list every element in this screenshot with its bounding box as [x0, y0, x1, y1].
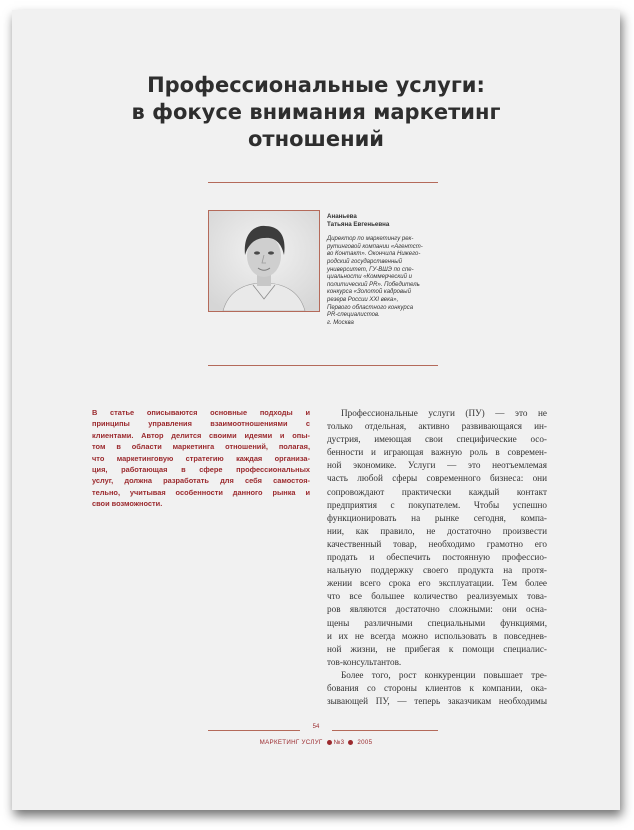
author-bio-line: Первого областного конкурса — [327, 304, 414, 311]
body-line: ной экономике. Услуги — это неотъемлемая — [327, 460, 547, 471]
abstract-line: том в области маркетинга отношений, полагая, — [92, 442, 310, 452]
bullet-dot-icon — [327, 740, 332, 745]
abstract-line: что маркетинговую стратегию каждая организа- — [92, 453, 310, 463]
author-bio — [327, 236, 437, 327]
journal-issue: №3 — [333, 739, 345, 746]
author-bio-line: PR-специалистов. — [327, 312, 380, 319]
article-body — [327, 407, 547, 708]
title-line: Профессиональные услуги: — [147, 73, 485, 97]
author-divider — [208, 365, 438, 366]
body-line: часть любой сферы современного бизнеса: они — [327, 473, 547, 484]
body-line: зывающей ПУ, — теперь заказчикам необходимы — [327, 696, 547, 707]
footer-rule-right — [332, 730, 438, 731]
author-bio-line: политический PR». Победитель — [327, 281, 420, 288]
author-bio-line: рутинговой компании «Агентст- — [327, 243, 423, 250]
body-line: что все большее количество реализуемых това- — [327, 591, 547, 602]
author-portrait-image — [209, 211, 319, 311]
body-line: дустрия, имеющая свои специфические осо- — [327, 434, 547, 445]
abstract-line: тельно, учитывая особенности данного рынка и — [92, 487, 310, 497]
abstract-line: свои возможности. — [92, 499, 163, 509]
author-bio-line: университет, ГУ-ВШЭ по спе- — [327, 266, 414, 273]
body-line: Более того, рост конкуренции повышает тре- — [341, 669, 547, 680]
author-info — [327, 213, 437, 327]
body-line: тов-консультантов. — [327, 656, 402, 667]
title-line: в фокусе внимания маркетинг — [131, 100, 501, 124]
body-line: нии, как правило, не достаточно произвести — [327, 525, 547, 536]
body-line: бования со стороны клиентов к компании, ока- — [327, 682, 547, 693]
article-title — [12, 72, 620, 153]
author-name-line: Татьяна Евгеньевна — [327, 220, 390, 228]
author-name-line: Ананьева — [327, 213, 357, 220]
body-line: и их не всегда можно использовать в повседнев- — [327, 630, 547, 641]
footer-rule-left — [208, 730, 300, 731]
author-bio-line: резерв России XXI века», — [327, 296, 399, 303]
body-line: продать и обеспечить постоянную профессио- — [327, 552, 547, 563]
body-line: бенности и играющая важную роль в современ- — [327, 447, 547, 458]
body-line: предприятия с покупателем. Чтобы успешно — [327, 499, 547, 510]
author-bio-line: г. Москва — [327, 319, 354, 326]
title-divider — [208, 182, 438, 183]
author-bio-line: Директор по маркетингу рек- — [327, 236, 414, 243]
author-name — [327, 213, 437, 228]
body-line: ной жизни, не прибегая к помощи специалис- — [327, 643, 547, 654]
author-photo — [208, 210, 320, 312]
abstract-line: В статье описываются основные подходы и — [92, 408, 310, 417]
body-line: только отдельная, активно развивающаяся ин- — [327, 421, 547, 432]
abstract-line: ция, работающая в сфере профессиональных — [92, 465, 310, 475]
author-bio-line: циальности «Коммерческий и — [327, 274, 412, 281]
body-line: функционировать на рынке сегодня, компа- — [327, 512, 547, 523]
author-bio-line: родский государственный — [327, 258, 403, 265]
bullet-dot-icon — [348, 740, 353, 745]
body-line: сопровождают практически каждый контакт — [327, 486, 547, 497]
magazine-page — [12, 10, 620, 810]
journal-footer — [12, 739, 620, 746]
journal-year: 2005 — [357, 739, 373, 746]
body-line: щены различными специальными функциями, — [327, 617, 547, 628]
body-line: ров являются достаточно сложными: они осна- — [327, 604, 547, 615]
author-bio-line: конкурса «Золотой кадровый — [327, 289, 411, 296]
author-bio-line: во Контакт». Окончила Нижего- — [327, 251, 421, 258]
body-line: нальную поддержку своего продукта на протя- — [327, 565, 547, 576]
abstract-line: принципы управления взаимоотношениями с — [92, 419, 310, 429]
body-line: Профессиональные услуги (ПУ) — это не — [341, 408, 547, 418]
body-line: качественный товар, необходимо грамотно его — [327, 538, 547, 549]
title-line: отношений — [247, 127, 385, 151]
page-number: 54 — [312, 724, 320, 730]
article-abstract — [92, 407, 310, 510]
abstract-line: клиентами. Автор делится своими идеями и опы- — [92, 430, 310, 440]
body-line: жении всего срока его эксплуатации. Тем более — [327, 578, 547, 589]
journal-name: МАРКЕТИНГ УСЛУГ — [259, 739, 323, 746]
abstract-line: услуг, должна разработать для себя самостоя- — [92, 476, 310, 486]
